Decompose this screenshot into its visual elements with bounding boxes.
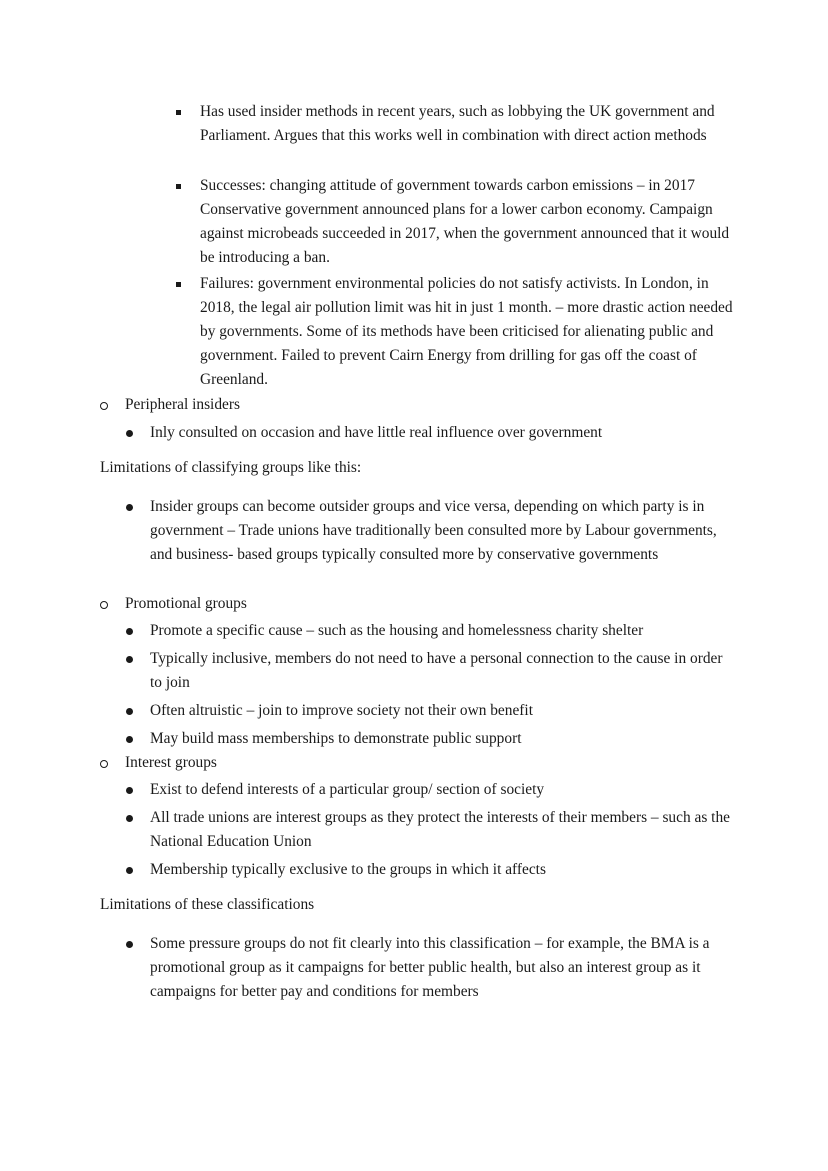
dot-bullet-icon (126, 504, 133, 511)
circle-bullet-icon (100, 760, 108, 768)
dot-bullet-icon (126, 815, 133, 822)
list-item: Has used insider methods in recent years, such as lobbying the UK government and Parliament. Argues that this works well in combination with direct action methods (176, 100, 736, 148)
dot-bullet-icon (126, 787, 133, 794)
square-bullet-icon (176, 184, 181, 189)
list-item: All trade unions are interest groups as they protect the interests of their members – such as the National Education Union (126, 806, 736, 854)
list-item: Exist to defend interests of a particular group/ section of society (126, 778, 736, 802)
list-item: Some pressure groups do not fit clearly into this classification – for example, the BMA is a promotional group as it campaigns for better public health, but also an interest group as it campaigns for better pay and conditions for members (126, 932, 736, 1004)
circle-bullet-icon (100, 402, 108, 410)
square-bullet-icon (176, 282, 181, 287)
list-item: Promote a specific cause – such as the housing and homelessness charity shelter (126, 619, 736, 643)
dot-bullet-icon (126, 708, 133, 715)
list-heading: Peripheral insiders (100, 393, 740, 417)
dot-bullet-icon (126, 430, 133, 437)
list-heading: Interest groups (100, 751, 740, 775)
circle-bullet-icon (100, 601, 108, 609)
dot-bullet-icon (126, 656, 133, 663)
dot-bullet-icon (126, 628, 133, 635)
section-heading: Limitations of these classifications (100, 896, 315, 913)
list-item: Typically inclusive, members do not need to have a personal connection to the cause in order to join (126, 647, 736, 695)
list-item: Successes: changing attitude of government towards carbon emissions – in 2017 Conservative government announced plans for a lower carbon economy. Campaign against microbeads succeeded in 2017, when the government announced that it would be introducing a ban. (176, 174, 736, 270)
dot-bullet-icon (126, 867, 133, 874)
list-item: May build mass memberships to demonstrate public support (126, 727, 736, 751)
list-item: Insider groups can become outsider groups and vice versa, depending on which party is in government – Trade unions have traditionally been consulted more by Labour governments, and business- based groups typically consulted more by conservative governments (126, 495, 736, 567)
dot-bullet-icon (126, 941, 133, 948)
square-bullet-icon (176, 110, 181, 115)
list-item: Membership typically exclusive to the groups in which it affects (126, 858, 736, 882)
list-item: Often altruistic – join to improve society not their own benefit (126, 699, 736, 723)
list-heading: Promotional groups (100, 592, 740, 616)
dot-bullet-icon (126, 736, 133, 743)
list-item: Inly consulted on occasion and have little real influence over government (126, 421, 736, 445)
section-heading: Limitations of classifying groups like this: (100, 459, 362, 476)
list-item: Failures: government environmental policies do not satisfy activists. In London, in 2018, the legal air pollution limit was hit in just 1 month. – more drastic action needed by governments. Some of its methods have been criticised for alienating public and government. Failed to prevent Cairn Energy from drilling for gas off the coast of Greenland. (176, 272, 736, 392)
